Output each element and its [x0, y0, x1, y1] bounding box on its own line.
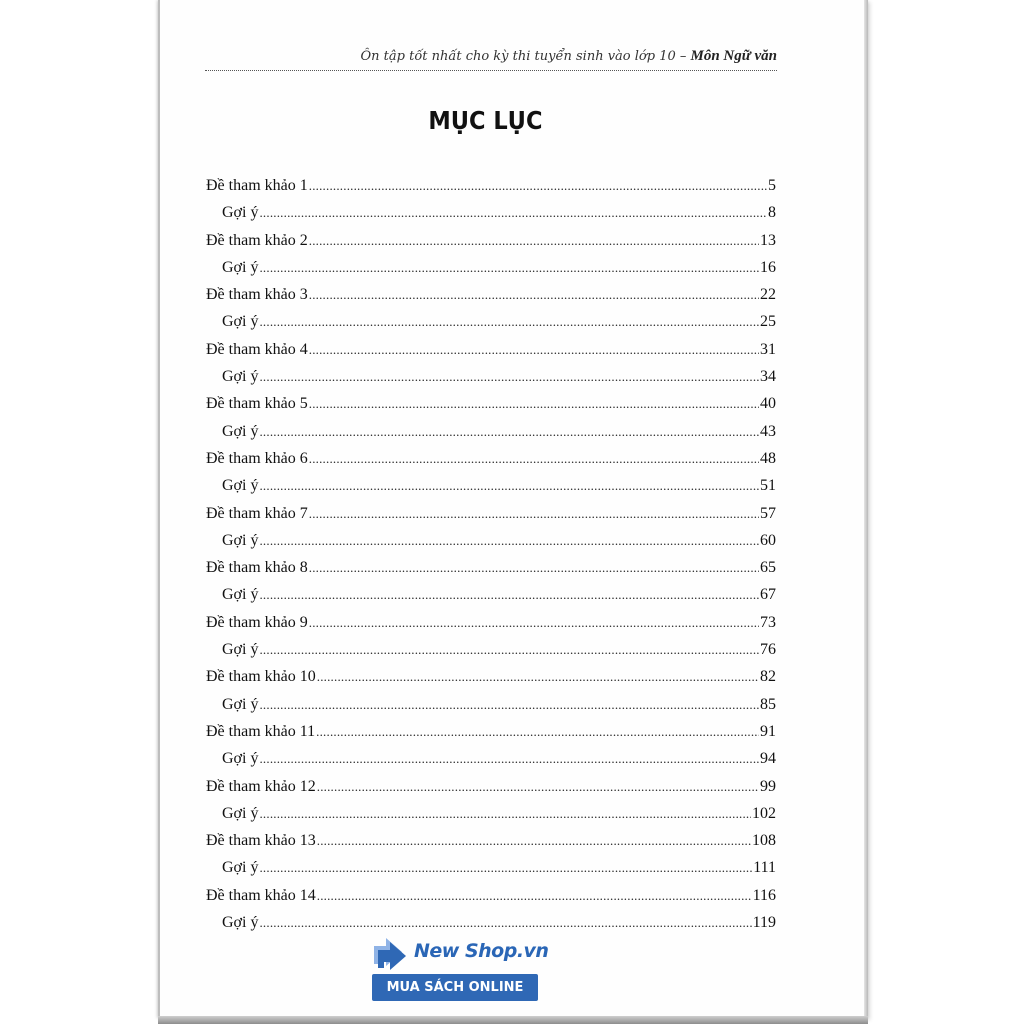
toc-leader-dots	[317, 882, 752, 909]
toc-label: Đề tham khảo 7	[206, 504, 308, 522]
toc-page-number: 116	[752, 886, 776, 904]
toc-leader-dots	[259, 308, 759, 335]
toc-page-number: 119	[752, 914, 776, 932]
toc-row-goi-y-1	[206, 199, 776, 226]
toc-page-number: 40	[760, 395, 776, 413]
toc-label: Đề tham khảo 10	[206, 668, 316, 686]
toc-label: Gợi ý	[222, 258, 259, 276]
toc-row-de-9	[206, 609, 776, 636]
toc-leader-dots	[259, 472, 759, 499]
page-right-edge	[864, 0, 868, 1022]
toc-label: Gợi ý	[222, 204, 259, 222]
toc-page-number: 43	[760, 422, 776, 440]
toc-leader-dots	[317, 827, 751, 854]
toc-row-goi-y-2	[206, 254, 776, 281]
toc-row-goi-y-4	[206, 363, 776, 390]
toc-row-goi-y-9	[206, 636, 776, 663]
running-header-title: Ôn tập tốt nhất cho kỳ thi tuyển sinh vào lớp 10 –	[360, 49, 691, 64]
toc-page-number: 111	[753, 859, 776, 877]
toc-leader-dots	[259, 854, 752, 881]
toc-page-number: 99	[760, 777, 776, 795]
toc-page-number: 34	[760, 368, 776, 386]
toc-label: Gợi ý	[222, 695, 259, 713]
toc-page-number: 8	[768, 204, 776, 222]
watermark-brand: New Shop.vn	[414, 940, 549, 962]
toc-row-goi-y-6	[206, 472, 776, 499]
toc-page-number: 73	[760, 613, 776, 631]
toc-page-number: 22	[760, 286, 776, 304]
toc-row-de-8	[206, 554, 776, 581]
toc-row-de-4	[206, 336, 776, 363]
toc-row-goi-y-10	[206, 691, 776, 718]
toc-leader-dots	[309, 609, 759, 636]
toc-label: Đề tham khảo 11	[206, 722, 316, 740]
toc-leader-dots	[316, 718, 759, 745]
toc-page-number: 91	[760, 722, 776, 740]
toc-label: Đề tham khảo 9	[206, 613, 308, 631]
toc-leader-dots	[309, 281, 759, 308]
toc-page-number: 76	[760, 641, 776, 659]
toc-leader-dots	[259, 581, 759, 608]
toc-page-number: 51	[760, 477, 776, 495]
toc-label: Đề tham khảo 2	[206, 231, 308, 249]
toc-row-goi-y-8	[206, 581, 776, 608]
toc-page-number: 57	[760, 504, 776, 522]
toc-page-number: 102	[752, 804, 776, 822]
toc-label: Đề tham khảo 5	[206, 395, 308, 413]
toc-row-de-11	[206, 718, 776, 745]
toc-label: Đề tham khảo 13	[206, 832, 316, 850]
toc-leader-dots	[259, 527, 759, 554]
toc-row-de-6	[206, 445, 776, 472]
toc-leader-dots	[309, 554, 759, 581]
toc-row-de-14	[206, 882, 776, 909]
toc-row-goi-y-5	[206, 418, 776, 445]
toc-page-number: 108	[752, 832, 776, 850]
toc-leader-dots	[309, 500, 759, 527]
toc-leader-dots	[259, 745, 759, 772]
toc-label: Đề tham khảo 6	[206, 449, 308, 467]
toc-label: Đề tham khảo 1	[206, 177, 308, 194]
toc-page-number: 25	[760, 313, 776, 331]
arrow-logo-icon	[372, 932, 416, 972]
toc-page-number: 16	[760, 258, 776, 276]
toc-label: Đề tham khảo 8	[206, 559, 308, 577]
toc-leader-dots	[309, 390, 759, 417]
toc-page-number: 31	[760, 340, 776, 358]
toc-leader-dots	[309, 336, 759, 363]
toc-leader-dots	[309, 172, 767, 199]
toc-row-de-13	[206, 827, 776, 854]
running-header	[205, 48, 777, 65]
toc-row-goi-y-3	[206, 308, 776, 335]
toc-label: Gợi ý	[222, 804, 259, 822]
toc-leader-dots	[259, 363, 759, 390]
toc-label: Gợi ý	[222, 586, 259, 604]
toc-row-de-1	[206, 172, 776, 199]
toc-label: Đề tham khảo 12	[206, 777, 316, 795]
toc-leader-dots	[259, 691, 759, 718]
toc-label: Gợi ý	[222, 641, 259, 659]
toc-label: Gợi ý	[222, 368, 259, 386]
toc-leader-dots	[259, 199, 767, 226]
toc-leader-dots	[309, 445, 759, 472]
toc-label: Gợi ý	[222, 750, 259, 768]
toc-page-number: 67	[760, 586, 776, 604]
toc-leader-dots	[317, 773, 759, 800]
toc-leader-dots	[309, 227, 759, 254]
toc-leader-dots	[259, 800, 751, 827]
page-bottom-edge	[158, 1016, 868, 1024]
toc-page-number: 85	[760, 695, 776, 713]
toc-row-de-7	[206, 500, 776, 527]
newshop-watermark	[372, 932, 549, 1002]
toc-label: Gợi ý	[222, 477, 259, 495]
toc-page-number: 60	[760, 531, 776, 549]
toc-row-goi-y-11	[206, 745, 776, 772]
toc-label: Gợi ý	[222, 313, 259, 331]
toc-label: Gợi ý	[222, 914, 259, 932]
watermark-logo	[372, 932, 549, 972]
toc-leader-dots	[259, 418, 759, 445]
toc-page-number: 82	[760, 668, 776, 686]
toc-leader-dots	[259, 254, 759, 281]
watermark-tagline: MUA SÁCH ONLINE	[372, 974, 538, 1001]
toc-label: Đề tham khảo 3	[206, 286, 308, 304]
toc-row-de-10	[206, 663, 776, 690]
toc-label: Đề tham khảo 14	[206, 886, 316, 904]
title-wrap	[380, 106, 590, 135]
toc-label: Gợi ý	[222, 531, 259, 549]
toc-row-goi-y-13	[206, 854, 776, 881]
toc-row-de-2	[206, 227, 776, 254]
table-of-contents	[206, 172, 776, 936]
toc-page-number: 13	[760, 231, 776, 249]
toc-row-de-5	[206, 390, 776, 417]
toc-label: Gợi ý	[222, 422, 259, 440]
toc-row-goi-y-12	[206, 800, 776, 827]
toc-page-number: 5	[768, 177, 776, 194]
toc-page-number: 48	[760, 449, 776, 467]
running-header-subject: Môn Ngữ văn	[690, 48, 777, 64]
toc-leader-dots	[259, 636, 759, 663]
toc-row-goi-y-7	[206, 527, 776, 554]
toc-page-number: 94	[760, 750, 776, 768]
toc-leader-dots	[317, 663, 759, 690]
toc-row-de-3	[206, 281, 776, 308]
toc-label: Đề tham khảo 4	[206, 340, 308, 358]
toc-row-de-12	[206, 773, 776, 800]
toc-label: Gợi ý	[222, 859, 259, 877]
header-rule	[205, 70, 777, 71]
toc-page-number: 65	[760, 559, 776, 577]
page-title: MỤC LỤC	[427, 106, 543, 135]
